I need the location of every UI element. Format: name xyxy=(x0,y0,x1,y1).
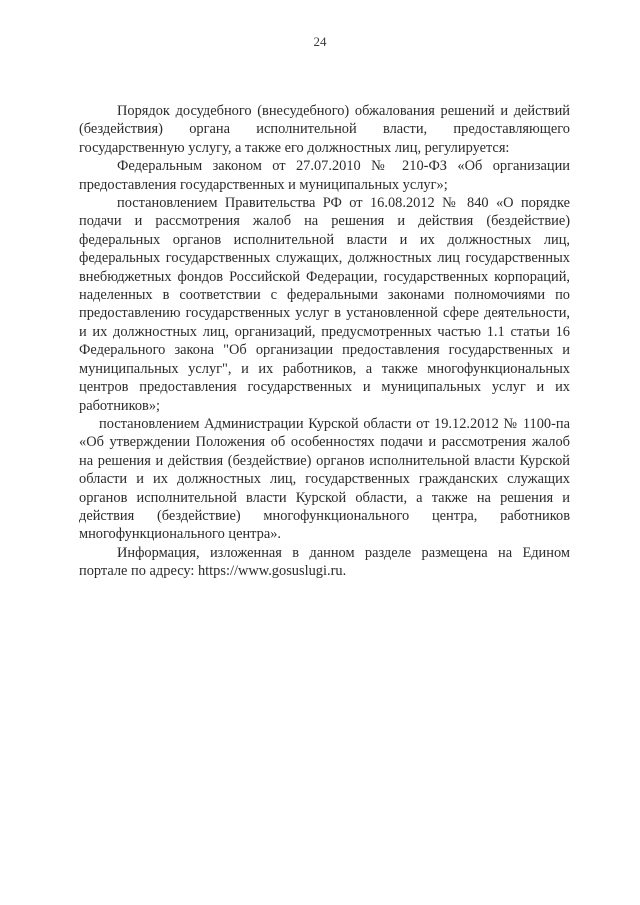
paragraph-government-resolution-840: постановлением Правительства РФ от 16.08.2012 № 840 «О порядке подачи и рассмотрения жалоб на решения и действия (бездействие) федеральных органов исполнительной власти и их должностных лиц, федеральных государственных служащих, должностных лиц государственных внебюджетных фондов Российской Федерации, государственных корпораций, наделенных в соответствии с федеральными законами полномочиями по предоставлению государственных услуг в установленной сфере деятельности, и их должностных лиц, организаций, предусмотренных частью 1.1 статьи 16 Федерального закона "Об организации предоставления государственных и муниципальных услуг", и их работников, а также многофункциональных центров предоставления государственных и муниципальных услуг и их работников»; xyxy=(79,195,570,414)
paragraph-portal-information: Информация, изложенная в данном разделе размещена на Едином портале по адресу: https://www.gosuslugi.ru. xyxy=(79,544,570,580)
page-number: 24 xyxy=(313,34,327,49)
document-body xyxy=(79,102,570,581)
paragraph-kursk-resolution-1100: постановлением Администрации Курской области от 19.12.2012 № 1100-па «Об утверждении Положения об особенностях подачи и рассмотрения жалоб на решения и действия (бездействие) органов исполнительной власти Курской области и их должностных лиц, государственных гражданских служащих органов исполнительной власти Курской области, а также на решения и действия (бездействие) многофункционального центра, работников многофункционального центра». xyxy=(79,415,570,543)
paragraph-federal-law-210: Федеральным законом от 27.07.2010 № 210-ФЗ «Об организации предоставления государственных и муниципальных услуг»; xyxy=(79,158,570,193)
paragraph-appeal-procedure: Порядок досудебного (внесудебного) обжалования решений и действий (бездействия) органа исполнительной власти, предоставляющего государственную услугу, а также его должностных лиц, регулируется: xyxy=(79,103,570,156)
